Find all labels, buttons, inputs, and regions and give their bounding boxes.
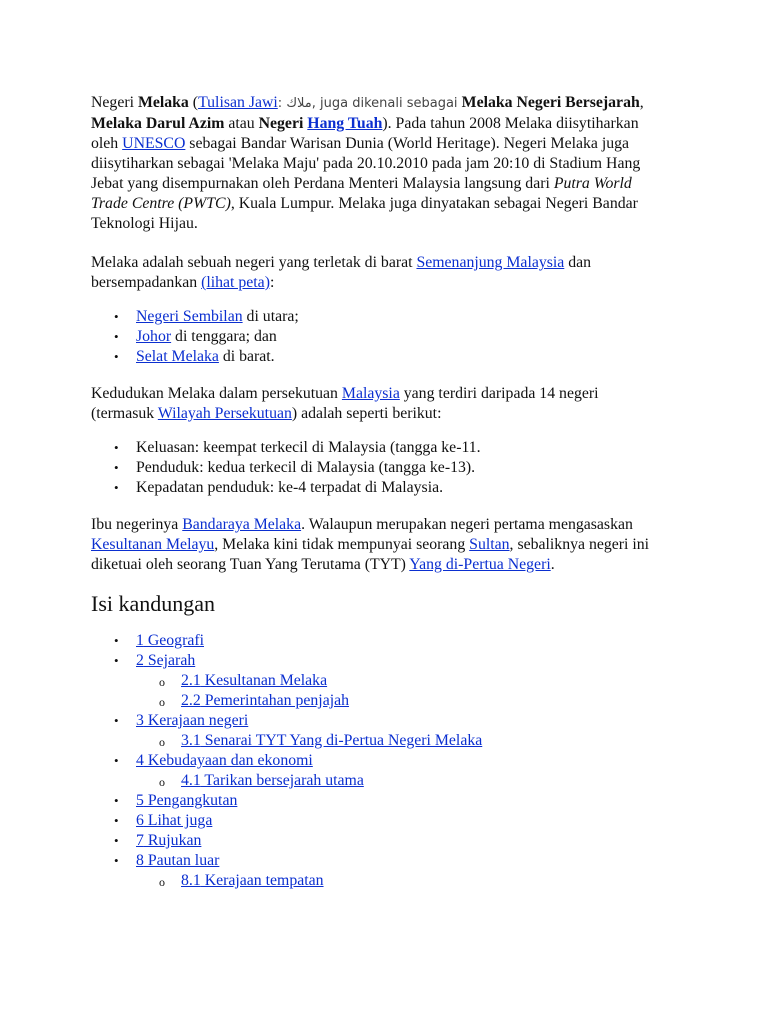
link-negeri-sembilan[interactable]: Negeri Sembilan <box>136 308 243 325</box>
position-text: ) adalah seperti berikut: <box>291 405 442 422</box>
list-item <box>136 347 661 367</box>
toc-link[interactable] <box>181 672 327 689</box>
toc-link[interactable] <box>181 692 349 709</box>
link-yang-di-pertua-negeri[interactable]: Yang di-Pertua Negeri <box>409 556 551 573</box>
article-body <box>91 93 661 891</box>
intro-text: ). Pada tahun 2008 Melaka diisytiharkan oleh <box>91 115 639 152</box>
intro-italic-pwtc: Putra World Trade Centre (PWTC) <box>91 175 632 212</box>
toc-link[interactable] <box>181 772 364 789</box>
toc-label: Rujukan <box>143 832 202 849</box>
toc-sublist <box>136 871 661 891</box>
toc-item-kesultanan-melaka <box>181 671 661 691</box>
list-item <box>136 327 661 347</box>
toc-link[interactable] <box>181 732 482 749</box>
toc-label: Geografi <box>143 632 204 649</box>
toc-label: Lihat juga <box>143 812 213 829</box>
toc-link[interactable] <box>136 792 237 809</box>
toc-item-pautan-luar <box>136 851 661 891</box>
list-item-text: di tenggara; dan <box>171 328 277 345</box>
link-sultan[interactable]: Sultan <box>469 536 510 553</box>
capital-text: . <box>550 556 555 573</box>
intro-paragraph <box>91 93 661 234</box>
intro-bold-negeri-bersejarah: Melaka Negeri Bersejarah <box>461 94 640 111</box>
toc-label: Pautan luar <box>143 852 220 869</box>
link-hang-tuah[interactable]: Hang Tuah <box>307 115 383 132</box>
toc-number: 4.1 <box>181 772 201 789</box>
link-tulisan-jawi[interactable]: Tulisan Jawi <box>198 94 278 111</box>
link-wilayah-persekutuan[interactable]: Wilayah Persekutuan <box>157 405 292 422</box>
borders-list <box>91 307 661 367</box>
toc-label: Kesultanan Melaka <box>200 672 328 689</box>
location-text: Melaka adalah sebuah negeri yang terletak di barat <box>91 254 417 271</box>
location-text: dan bersempadankan <box>91 254 592 291</box>
toc-heading: Isi kandungan <box>91 591 216 616</box>
toc-number: 5 <box>136 792 144 809</box>
stats-list <box>91 438 661 498</box>
toc-link[interactable] <box>136 632 204 649</box>
position-text: Kedudukan Melaka dalam persekutuan <box>91 385 342 402</box>
toc-link[interactable] <box>136 812 212 829</box>
toc-label: Kebudayaan dan ekonomi <box>143 752 313 769</box>
position-text: yang terdiri daripada 14 negeri (termasuk <box>91 385 599 422</box>
list-item: • Keluasan: keempat terkecil di Malaysia (tangga ke-11. <box>136 438 661 458</box>
toc-item-rujukan <box>136 831 661 851</box>
intro-bold-darul-azim: Melaka Darul Azim <box>91 115 225 132</box>
intro-text: , Kuala Lumpur. Melaka juga dinyatakan sebagai Negeri Bandar Teknologi Hijau. <box>91 195 638 232</box>
toc-link[interactable] <box>136 712 248 729</box>
list-item-text: di utara; <box>242 308 299 325</box>
intro-bold-melaka: Melaka <box>137 94 189 111</box>
toc-item-kerajaan-tempatan <box>181 871 661 891</box>
toc-label: Sejarah <box>143 652 196 669</box>
toc-item-sejarah <box>136 651 661 711</box>
toc-item-lihat-juga <box>136 811 661 831</box>
link-bandaraya-melaka[interactable]: Bandaraya Melaka <box>182 516 302 533</box>
toc-list <box>91 631 661 891</box>
toc-number: 2.1 <box>181 672 201 689</box>
intro-text: atau <box>224 115 259 132</box>
toc-link[interactable] <box>136 832 201 849</box>
capital-paragraph <box>91 515 661 575</box>
toc-label: Pemerintahan penjajah <box>200 692 350 709</box>
toc-number: 8.1 <box>181 872 201 889</box>
capital-text: , Melaka kini tidak mempunyai seorang <box>214 536 470 553</box>
intro-text: sebagai Bandar Warisan Dunia (World Heritage). Negeri Melaka juga diisytiharkan sebagai 'Melaka Maju' pada 20.10.2010 pada jam 20:10 di Stadium Hang Jebat yang disempurnakan oleh Perdana Menteri Malaysia langsung dari <box>91 135 641 192</box>
toc-number: 1 <box>136 632 144 649</box>
toc-label: Tarikan bersejarah utama <box>200 772 364 789</box>
toc-item-pengangkutan <box>136 791 661 811</box>
toc-label: Senarai TYT Yang di-Pertua Negeri Melaka <box>200 732 483 749</box>
list-item: • Kepadatan penduduk: ke-4 terpadat di Malaysia. <box>136 478 661 498</box>
intro-text: Negeri <box>91 94 138 111</box>
capital-text: Ibu negerinya <box>91 516 183 533</box>
capital-text: , sebaliknya negeri ini diketuai oleh seorang Tuan Yang Terutama (TYT) <box>91 536 650 573</box>
location-paragraph <box>91 253 661 293</box>
toc-item-tarikan-bersejarah <box>181 771 661 791</box>
toc-link[interactable] <box>136 852 219 869</box>
location-text: : <box>269 274 275 291</box>
link-johor[interactable]: Johor <box>136 328 172 345</box>
intro-bold-negeri-hang-tuah <box>259 115 383 132</box>
toc-item-kerajaan-negeri <box>136 711 661 751</box>
toc-label: Pengangkutan <box>143 792 238 809</box>
link-malaysia[interactable]: Malaysia <box>341 385 400 402</box>
toc-item-senarai-tyt <box>181 731 661 751</box>
toc-number: 3 <box>136 712 144 729</box>
link-semenanjung-malaysia[interactable]: Semenanjung Malaysia <box>416 254 565 271</box>
toc-item-pemerintahan-penjajah <box>181 691 661 711</box>
jawi-script-note: : ملاك, juga dikenali sebagai <box>277 96 462 111</box>
link-unesco[interactable]: UNESCO <box>122 135 186 152</box>
intro-text: , <box>639 94 644 111</box>
link-selat-melaka[interactable]: Selat Melaka <box>136 348 219 365</box>
toc-number: 4 <box>136 752 144 769</box>
toc-link[interactable] <box>136 752 313 769</box>
link-kesultanan-melayu[interactable]: Kesultanan Melayu <box>91 536 215 553</box>
list-item-text: di barat. <box>218 348 275 365</box>
toc-label: Kerajaan tempatan <box>200 872 324 889</box>
toc-item-geografi <box>136 631 661 651</box>
toc-number: 2.2 <box>181 692 201 709</box>
toc-sublist <box>136 771 661 791</box>
intro-bold-text: Negeri <box>258 115 308 132</box>
toc-number: 3.1 <box>181 732 201 749</box>
position-paragraph <box>91 384 661 424</box>
link-lihat-peta[interactable]: (lihat peta) <box>201 274 270 291</box>
toc-sublist <box>136 731 661 751</box>
toc-number: 2 <box>136 652 144 669</box>
toc-number: 6 <box>136 812 144 829</box>
capital-text: . Walaupun merupakan negeri pertama mengasaskan <box>301 516 633 533</box>
list-item <box>136 307 661 327</box>
toc-number: 7 <box>136 832 144 849</box>
toc-number: 8 <box>136 852 144 869</box>
toc-item-kebudayaan-ekonomi <box>136 751 661 791</box>
toc-link[interactable] <box>181 872 324 889</box>
toc-sublist <box>136 671 661 711</box>
toc-label: Kerajaan negeri <box>143 712 249 729</box>
list-item: • Penduduk: kedua terkecil di Malaysia (tangga ke-13). <box>136 458 661 478</box>
intro-text: ( <box>188 94 199 111</box>
toc-link[interactable] <box>136 652 195 669</box>
